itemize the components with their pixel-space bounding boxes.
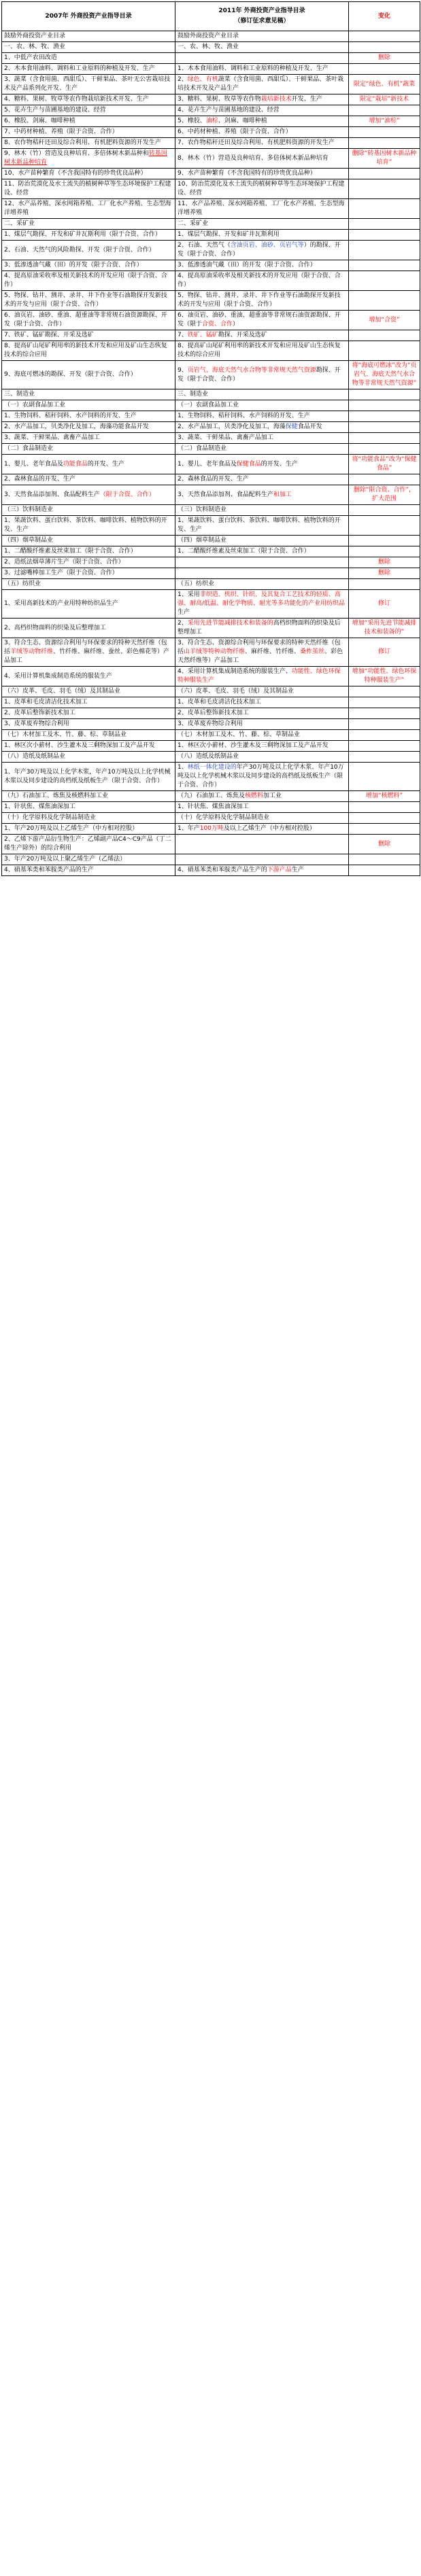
cell-2011: 3、天然食品添加剂、食品配料生产和加工 [175, 485, 349, 505]
cell-change: 限定“绿色、有机”蔬菜 [349, 75, 420, 94]
table-row [2, 568, 420, 579]
cell-2011: （九）石油加工、炼焦及核燃料加工业 [175, 791, 349, 802]
cell-change [349, 763, 420, 791]
table-row [2, 546, 420, 557]
table-row [2, 719, 420, 730]
cell-2007: 4、硝基苯类和苯胺类产品的生产 [2, 865, 175, 876]
cell-2011: 8、林木（竹）营造及良种培育、多倍体树木新品种培育 [175, 149, 349, 169]
cell-2011: （一）农副食品加工业 [175, 400, 349, 411]
cell-2011: 1、婴儿、老年食品及保健食品的开发、生产 [175, 455, 349, 474]
cell-2011: 2、森林食品的开发、生产 [175, 474, 349, 485]
cell-2011: 9、页岩气、海底天然气水合物等非常规天然气资源勘探、开发（限于合资、合作） [175, 361, 349, 389]
cell-change [349, 219, 420, 230]
header-change: 变化 [349, 2, 420, 31]
cell-2011: 3、皮革废弃物综合利用 [175, 719, 349, 730]
cell-2007: 1、中低产农田改造 [2, 53, 175, 64]
cell-change [349, 241, 420, 260]
cell-change [349, 260, 420, 271]
cell-2011: 1、生物饲料、秸秆饲料、水产饲料的开发、生产 [175, 411, 349, 422]
cell-change [349, 730, 420, 741]
cell-change [349, 179, 420, 199]
cell-2007: 4、提高原油采收率及相关新技术的开发应用（限于合资、合作） [2, 271, 175, 291]
cell-2007: 1、皮革和毛皮清洁化技术加工 [2, 697, 175, 708]
cell-2011: 3、糖料、果树、牧草等农作物栽培新技术开发、生产 [175, 94, 349, 105]
cell-2007: 1、果蔬饮料、蛋白饮料、茶饮料、咖啡饮料、植物饮料的开发、生产 [2, 516, 175, 536]
cell-2011: 11、水产品养殖、深水网箱养殖、工厂化水产养殖、生态型海洋增养殖 [175, 199, 349, 219]
cell-change [349, 865, 420, 876]
cell-2007: 2、乙烯下游产品衍生物生产：乙烯副产品C4～C9产品（丁二烯生产除外）的综合利用 [2, 835, 175, 854]
cell-change [349, 686, 420, 697]
header-2011-title: 2011年 外商投资产业指导目录 [218, 7, 305, 14]
cell-2007: 3、过滤嘴棒加工生产（限于合资、合作） [2, 568, 175, 579]
cell-2007: 8、农作物秸秆还田及综合利用、有机肥料资源的开发生产 [2, 138, 175, 149]
table-row [2, 291, 420, 311]
table-row [2, 311, 420, 330]
cell-2007: 1、采用高新技术的产业用特种纺织品生产 [2, 590, 175, 619]
cell-change [349, 411, 420, 422]
cell-2007: 9、林木（竹）营造及良种培育、多倍体树木新品种和转基因树木新品种培育 [2, 149, 175, 169]
cell-change [349, 422, 420, 433]
cell-2007: 3、蔬菜、干鲜果品、禽畜产品加工 [2, 433, 175, 444]
cell-change: 增加“油棕” [349, 116, 420, 127]
table-row [2, 241, 420, 260]
cell-change: 删除 [349, 835, 420, 854]
cell-2011: 二、采矿业 [175, 219, 349, 230]
cell-2007: （五）纺织业 [2, 579, 175, 590]
cell-2007: 3、低渗透油气藏（田）的开发（限于合资、合作） [2, 260, 175, 271]
cell-2011: （七）木材加工及木、竹、藤、棕、草制品业 [175, 730, 349, 741]
cell-change [349, 341, 420, 361]
cell-2007: （十）化学原料及化学制品制造业 [2, 813, 175, 824]
cell-change [349, 42, 420, 53]
cell-2011: 4、提高原油采收率及相关新技术的开发应用（限于合资、合作） [175, 271, 349, 291]
cell-2007: （四）烟草制品业 [2, 536, 175, 546]
cell-2011: 5、橡胶、油棕、剑麻、咖啡种植 [175, 116, 349, 127]
cell-change [349, 474, 420, 485]
comparison-table [1, 1, 420, 876]
table-row [2, 865, 420, 876]
cell-2011: 1、皮革和毛皮清洁化技术加工 [175, 697, 349, 708]
cell-2007: 2、森林食品的开发、生产 [2, 474, 175, 485]
table-row [2, 179, 420, 199]
table-row [2, 444, 420, 455]
cell-change [349, 31, 420, 42]
cell-change [349, 802, 420, 813]
cell-2011: 4、采用计算机集成制造系统的服装生产、功能性、绿色环保特种服装生产 [175, 667, 349, 686]
cell-2007: 3、皮革废弃物综合利用 [2, 719, 175, 730]
cell-2011 [175, 568, 349, 579]
cell-2007: （三）饮料制造业 [2, 505, 175, 516]
cell-change [349, 400, 420, 411]
table-row [2, 730, 420, 741]
cell-2011: （四）烟草制品业 [175, 536, 349, 546]
cell-2007: 2、木本食用油料、调料和工业原料的种植及开发、生产 [2, 64, 175, 75]
cell-2011: 三、制造业 [175, 389, 349, 400]
cell-change [349, 389, 420, 400]
table-row [2, 557, 420, 568]
cell-2011: 1、果蔬饮料、蛋白饮料、茶饮料、咖啡饮料、植物饮料的开发、生产 [175, 516, 349, 536]
cell-2011: 7、铁矿、锰矿勘探、开采及选矿 [175, 330, 349, 341]
cell-2011 [175, 557, 349, 568]
cell-2007: 7、中药材种植、养殖（限于合资、合作） [2, 127, 175, 138]
table-row [2, 64, 420, 75]
cell-change [349, 330, 420, 341]
cell-2007: 4、糖料、果树、牧草等农作物栽培新技术开发、生产 [2, 94, 175, 105]
cell-change [349, 127, 420, 138]
header-2007: 2007年 外商投资产业指导目录 [2, 2, 175, 31]
table-row [2, 116, 420, 127]
table-row [2, 638, 420, 667]
table-row [2, 763, 420, 791]
cell-2011: 10、防治荒漠化及水土流失的植树种草等生态环境保护工程建设、经营 [175, 179, 349, 199]
table-row [2, 411, 420, 422]
table-row [2, 752, 420, 763]
cell-2007: （二）食品制造业 [2, 444, 175, 455]
cell-change [349, 854, 420, 865]
cell-2011: 2、采用先进节能减排技术和装备的高档织物面料的织染及后整理加工 [175, 619, 349, 638]
cell-2007: 2、水产品加工，贝类净化及加工，海藻功能食品开发 [2, 422, 175, 433]
cell-change: 限定“栽培”新技术 [349, 94, 420, 105]
cell-2011: 1、二醋酸纤维素及丝束加工（限于合资、合作） [175, 546, 349, 557]
cell-2011: 4、花卉生产与苗圃基地的建设、经营 [175, 105, 349, 116]
cell-2007: （八）造纸及纸制品业 [2, 752, 175, 763]
table-row [2, 708, 420, 719]
cell-change [349, 505, 420, 516]
table-row [2, 474, 420, 485]
cell-2011: 2、绿色、有机蔬菜（含食用菌、西甜瓜）、干鲜果品、茶叶栽培技术开发及产品生产 [175, 75, 349, 94]
cell-2011: 4、硝基苯类和苯胺类产品生产的下游产品生产 [175, 865, 349, 876]
cell-2011: 2、皮革后整饰新技术加工 [175, 708, 349, 719]
cell-2011: 1、木本食用油料、调料和工业原料的种植及开发、生产 [175, 64, 349, 75]
cell-2007: 5、花卉生产与苗圃基地的建设、经营 [2, 105, 175, 116]
table-row [2, 230, 420, 241]
cell-2011: 5、物探、钻井、测井、录井、井下作业等石油勘探开发新技术的开发与应用（限于合资、合作） [175, 291, 349, 311]
cell-change [349, 824, 420, 835]
cell-2011 [175, 53, 349, 64]
cell-change: 增加“采用先进节能减排技术和装备的” [349, 619, 420, 638]
cell-2007: 二、采矿业 [2, 219, 175, 230]
cell-2011: 1、煤层气勘探、开发和矿井瓦斯利用 [175, 230, 349, 241]
cell-change [349, 536, 420, 546]
cell-2011: （二）食品制造业 [175, 444, 349, 455]
table-row [2, 791, 420, 802]
cell-change: 删除“转基因树木新品种培育” [349, 149, 420, 169]
header-2011-subtitle: （修订征求意见稿） [234, 18, 290, 24]
table-row [2, 219, 420, 230]
cell-2011 [175, 854, 349, 865]
table-row [2, 824, 420, 835]
cell-2007: 1、林区次小薪材、沙生灌木及三剩物深加工及产品开发 [2, 741, 175, 752]
cell-2007: 3、符合生态、资源综合利用与环保要求的特种天然纤维（包括羊绒等动物纤维、竹纤维、麻纤维、蚕丝、彩色棉花等）产品加工 [2, 638, 175, 667]
table-row [2, 169, 420, 179]
cell-2007: 8、提高矿山尾矿利用率的新技术开发和应用及矿山生态恢复技术的综合应用 [2, 341, 175, 361]
table-row [2, 341, 420, 361]
table-row [2, 330, 420, 341]
table-row [2, 686, 420, 697]
table-row [2, 31, 420, 42]
cell-2007: 1、婴儿、老年食品及功能食品的开发、生产 [2, 455, 175, 474]
table-row [2, 813, 420, 824]
table-row [2, 433, 420, 444]
cell-change [349, 199, 420, 219]
cell-change [349, 579, 420, 590]
cell-change [349, 169, 420, 179]
cell-change [349, 64, 420, 75]
cell-2011: 3、蔬菜、干鲜果品、禽畜产品加工 [175, 433, 349, 444]
cell-2007: 3、蔬菜（含食用菌、西甜瓜）、干鲜果品、茶叶无公害栽培技术及产品系列化开发、生产 [2, 75, 175, 94]
cell-change [349, 105, 420, 116]
cell-2011: 6、中药材种植、养殖（限于合资、合作） [175, 127, 349, 138]
cell-2011: （三）饮料制造业 [175, 505, 349, 516]
cell-change [349, 546, 420, 557]
cell-2007: 2、高档织物面料的织染及后整理加工 [2, 619, 175, 638]
table-row [2, 94, 420, 105]
table-row [2, 536, 420, 546]
table-row [2, 53, 420, 64]
cell-2007: （一）农副食品加工业 [2, 400, 175, 411]
cell-2011: 一、农、林、牧、渔业 [175, 42, 349, 53]
cell-2011: 1、林区次小薪材、沙生灌木及三剩物深加工及产品开发 [175, 741, 349, 752]
cell-change [349, 741, 420, 752]
cell-change: 删除“限合资、合作”，扩大范围 [349, 485, 420, 505]
cell-2011: 9、水产苗种繁育（不含我国特有的珍贵优良品种） [175, 169, 349, 179]
cell-2007: 1、煤层气勘探、开发和矿井瓦斯利用（限于合资、合作） [2, 230, 175, 241]
cell-2007: 4、采用计算机集成制造系统的服装生产 [2, 667, 175, 686]
cell-2011: 1、林纸一体化建设的年产30万吨及以上化学木浆、年产10万吨及以上化学机械木浆以及同步建设的高档纸及纸板生产（限于合资、合作） [175, 763, 349, 791]
table-row [2, 590, 420, 619]
table-row [2, 389, 420, 400]
cell-2011 [175, 835, 349, 854]
cell-2011: （十）化学原料及化学制品制造业 [175, 813, 349, 824]
cell-2007: （六）皮革、毛皮、羽毛（绒）及其制品业 [2, 686, 175, 697]
cell-2007: 一、农、林、牧、渔业 [2, 42, 175, 53]
cell-2007: 1、年产20万吨及以上乙烯生产（中方相对控股） [2, 824, 175, 835]
cell-change: 增加“核燃料” [349, 791, 420, 802]
cell-2011: 3、低渗透油气藏（田）的开发（限于合资、合作） [175, 260, 349, 271]
cell-change [349, 291, 420, 311]
table-row [2, 75, 420, 94]
cell-2011: 8、提高矿山尾矿利用率的新技术开发和应用及矿山生态恢复技术的综合应用 [175, 341, 349, 361]
table-row [2, 260, 420, 271]
header-row [2, 2, 420, 31]
cell-2007: 1、生物饲料、秸秆饲料、水产饲料的开发、生产 [2, 411, 175, 422]
cell-2007: 11、防治荒漠化及水土流失的植树种草等生态环境保护工程建设、经营 [2, 179, 175, 199]
cell-2007: 2、皮革后整饰新技术加工 [2, 708, 175, 719]
table-row [2, 697, 420, 708]
cell-2011: 2、石油、天然气（含油页岩、油砂、页岩气等）的勘探、开发（限于合资、合作） [175, 241, 349, 260]
cell-change [349, 708, 420, 719]
table-row [2, 667, 420, 686]
table-row [2, 127, 420, 138]
cell-2007: 2、造纸法烟草薄片生产（限于合资、合作） [2, 557, 175, 568]
cell-change [349, 271, 420, 291]
cell-change: 修订 [349, 590, 420, 619]
cell-2011: 3、符合生态、资源综合利用与环保要求的特种天然纤维（包括山羊绒等特种动物纤维、麻纤维、竹纤维、桑柞茧丝、彩色天然纤维等）产品加工 [175, 638, 349, 667]
cell-2007: 10、水产苗种繁育（不含我国特有的珍贵优良品种） [2, 169, 175, 179]
cell-change: 将“功能食品”改为“保健食品” [349, 455, 420, 474]
cell-change: 增加“合资” [349, 311, 420, 330]
cell-2007: 1、二醋酸纤维素及丝束加工（限于合资、合作） [2, 546, 175, 557]
cell-change [349, 752, 420, 763]
table-row [2, 579, 420, 590]
cell-change [349, 433, 420, 444]
cell-change: 删除 [349, 557, 420, 568]
cell-change: 删除 [349, 568, 420, 579]
cell-2007: 2、石油、天然气的风险勘探、开发（限于合资、合作） [2, 241, 175, 260]
table-row [2, 835, 420, 854]
cell-change [349, 138, 420, 149]
table-row [2, 741, 420, 752]
table-row [2, 516, 420, 536]
cell-2007: 9、海底可燃冰的勘探、开发（限于合资、合作） [2, 361, 175, 389]
cell-2007: 6、油页岩、油砂、重油、超重油等非常规石油资源勘探、开发（限于合资、合作） [2, 311, 175, 330]
cell-2007: 3、年产20万吨及以上聚乙烯生产（乙烯法） [2, 854, 175, 865]
cell-2007: 5、物探、钻井、测井、录井、井下作业等石油勘探开发新技术的开发与应用（限于合资、合作） [2, 291, 175, 311]
cell-2011: 鼓励外商投资产业目录 [175, 31, 349, 42]
cell-2011: （五）纺织业 [175, 579, 349, 590]
cell-2011: 1、年产100万吨及以上乙烯生产（中方相对控股） [175, 824, 349, 835]
cell-2007: 鼓励外商投资产业目录 [2, 31, 175, 42]
cell-2011: 6、油页岩、油砂、重油、超重油等非常规石油资源勘探、开发（限于合资、合作） [175, 311, 349, 330]
table-row [2, 361, 420, 389]
table-row [2, 271, 420, 291]
cell-change [349, 230, 420, 241]
cell-change: 删除 [349, 53, 420, 64]
cell-2011: 1、针状焦、煤焦油深加工 [175, 802, 349, 813]
cell-change: 修订 [349, 638, 420, 667]
cell-2007: 12、水产品养殖、深水网箱养殖、工厂化水产养殖、生态型海洋增养殖 [2, 199, 175, 219]
cell-change: 增加“功能性、绿色环保特种服装生产” [349, 667, 420, 686]
cell-2007: 3、天然食品添加剂、食品配料生产（限于合资、合作） [2, 485, 175, 505]
cell-change: 将“海底可燃冰”改为“页岩气、海底天然气水合物等非常规天然气资源” [349, 361, 420, 389]
table-row [2, 199, 420, 219]
cell-2011: 2、水产品加工，贝类净化及加工，海藻保健食品开发 [175, 422, 349, 433]
table-row [2, 802, 420, 813]
table-row [2, 138, 420, 149]
cell-2011: （六）皮革、毛皮、羽毛（绒）及其制品业 [175, 686, 349, 697]
cell-2007: 三、制造业 [2, 389, 175, 400]
cell-change [349, 444, 420, 455]
table-row [2, 105, 420, 116]
cell-2011: 7、农作物秸秆还田及综合利用、有机肥料资源的开发生产 [175, 138, 349, 149]
table-row [2, 42, 420, 53]
table-row [2, 854, 420, 865]
cell-2007: （九）石油加工、炼焦及核燃料加工业 [2, 791, 175, 802]
table-row [2, 455, 420, 474]
cell-2007: 1、年产30万吨及以上化学木浆，年产10万吨及以上化学机械木浆以及同步建设的高档纸及纸板生产（限于合资、合作） [2, 763, 175, 791]
cell-2007: 7、铁矿、锰矿勘探、开采及选矿 [2, 330, 175, 341]
cell-2007: 6、橡胶、剑麻、咖啡种植 [2, 116, 175, 127]
header-2011 [175, 2, 349, 31]
cell-change [349, 813, 420, 824]
table-row [2, 400, 420, 411]
table-row [2, 422, 420, 433]
table-row [2, 149, 420, 169]
cell-2011: 1、采用非织造、机织、针织、及其复合工艺技术的轻质、高强、耐高/低温、耐化学物质、耐光等多功能化的产业用纺织品生产 [175, 590, 349, 619]
cell-change [349, 719, 420, 730]
cell-2011: （八）造纸及纸制品业 [175, 752, 349, 763]
cell-2007: （七）木材加工及木、竹、藤、棕、草制品业 [2, 730, 175, 741]
table-row [2, 505, 420, 516]
table-row [2, 485, 420, 505]
cell-change [349, 697, 420, 708]
cell-2007: 1、针状焦、煤焦油深加工 [2, 802, 175, 813]
cell-change [349, 516, 420, 536]
table-row [2, 619, 420, 638]
